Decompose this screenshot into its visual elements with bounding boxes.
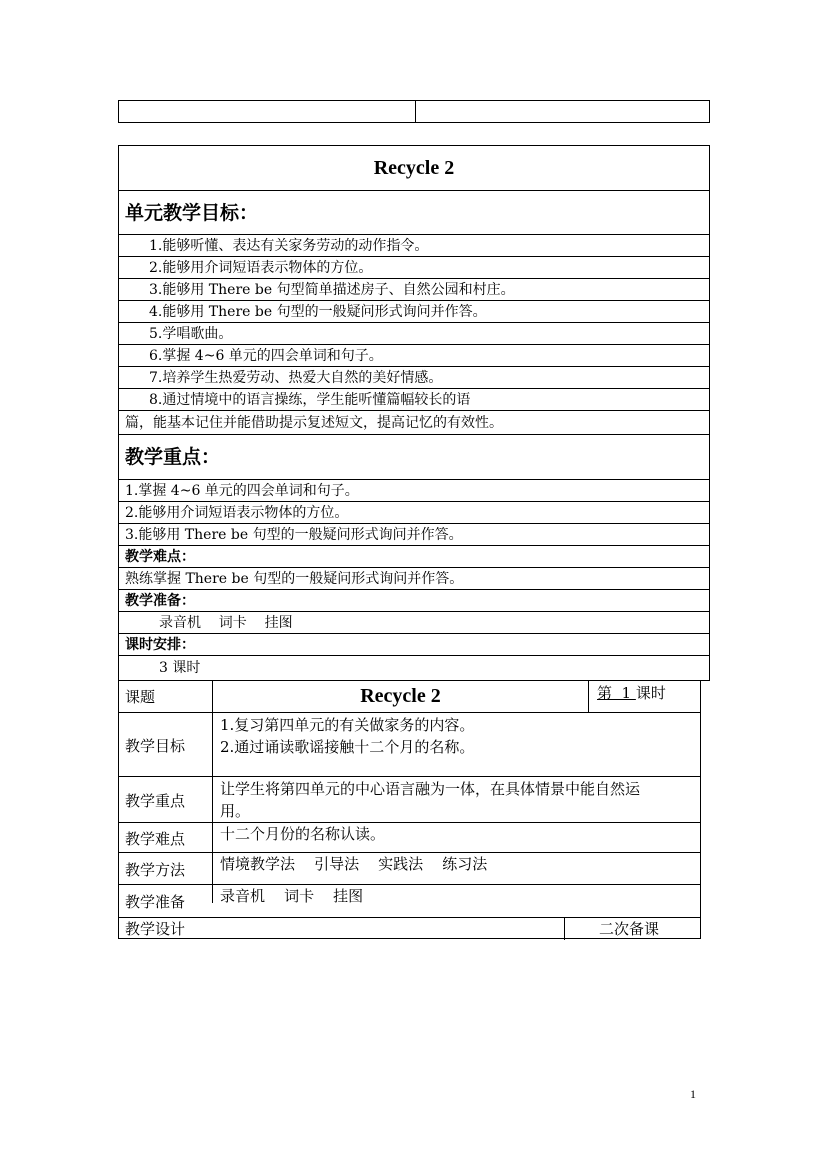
objective-item: 2.能够用介词短语表示物体的方位。 [119, 256, 709, 279]
objective-item: 3.能够用 There be 句型简单描述房子、自然公园和村庄。 [119, 278, 709, 301]
difficulty-label: 教学难点 [125, 829, 186, 848]
lesson-difficulty-row [119, 822, 700, 853]
header-table-divider [415, 101, 416, 122]
objective-line: 1.复习第四单元的有关做家务的内容。 [220, 716, 475, 734]
schedule-heading: 课时安排： [119, 633, 709, 656]
objective-item: 1.能够听懂、表达有关家务劳动的动作指令。 [119, 234, 709, 257]
key-line: 让学生将第四单元的中心语言融为一体，在具体情景中能自然运 [220, 780, 641, 798]
difficulty-heading: 教学难点： [119, 545, 709, 568]
lesson-topic-row [119, 681, 700, 712]
header-table [118, 100, 710, 123]
method-content: 情境教学法 引导法 实践法 练习法 [220, 855, 488, 873]
period-indicator [597, 681, 666, 705]
objective-line: 2.通过诵读歌谣接触十二个月的名称。 [220, 738, 475, 756]
key-label: 教学重点 [125, 791, 186, 810]
design-divider [564, 918, 565, 940]
objectives-label: 教学目标 [125, 736, 186, 755]
unit-plan-table [118, 145, 710, 681]
key-points-heading: 教学重点： [119, 434, 709, 480]
period-suffix: 课时 [635, 684, 666, 702]
objective-item: 6.掌握 4~6 单元的四会单词和句子。 [119, 344, 709, 367]
lesson-prep-row [119, 884, 700, 918]
lesson-design-row [119, 917, 700, 940]
method-label: 教学方法 [125, 860, 186, 879]
objective-item: 篇，能基本记住并能借助提示复述短文，提高记忆的有效性。 [119, 410, 709, 435]
schedule-text: 3 课时 [119, 655, 709, 681]
key-point-item: 3.能够用 There be 句型的一般疑问形式询问并作答。 [119, 523, 709, 546]
objectives-content [220, 714, 694, 758]
unit-title: Recycle 2 [373, 157, 455, 179]
period-number: 第 1 [597, 684, 636, 702]
lesson-method-row [119, 852, 700, 885]
period-divider [588, 681, 589, 712]
objective-item: 5.学唱歌曲。 [119, 322, 709, 345]
lesson-title: Recycle 2 [360, 685, 441, 707]
design-label: 教学设计 [125, 920, 186, 938]
secondary-label: 二次备课 [599, 920, 660, 938]
objective-item: 8.通过情境中的语言操练，学生能听懂篇幅较长的语 [119, 388, 709, 411]
prep-text: 录音机 词卡 挂图 [119, 611, 709, 634]
key-content [220, 778, 694, 822]
key-point-item: 1.掌握 4~6 单元的四会单词和句子。 [119, 479, 709, 502]
prep-label: 教学准备 [125, 893, 186, 911]
objective-item: 4.能够用 There be 句型的一般疑问形式询问并作答。 [119, 300, 709, 323]
prep-content: 录音机 词卡 挂图 [220, 887, 364, 905]
objectives-heading: 单元教学目标： [119, 190, 709, 235]
topic-label: 课题 [125, 688, 156, 706]
objective-item: 7.培养学生热爱劳动、热爱大自然的美好情感。 [119, 366, 709, 389]
prep-heading: 教学准备： [119, 589, 709, 612]
page-number: 1 [690, 1087, 696, 1101]
difficulty-text: 熟练掌握 There be 句型的一般疑问形式询问并作答。 [119, 567, 709, 590]
lesson-objectives-row [119, 712, 700, 777]
lesson-plan-table [118, 680, 701, 939]
key-line: 用。 [220, 802, 251, 820]
key-point-item: 2.能够用介词短语表示物体的方位。 [119, 501, 709, 524]
lesson-key-row [119, 776, 700, 823]
difficulty-content: 十二个月份的名称认读。 [220, 825, 386, 843]
